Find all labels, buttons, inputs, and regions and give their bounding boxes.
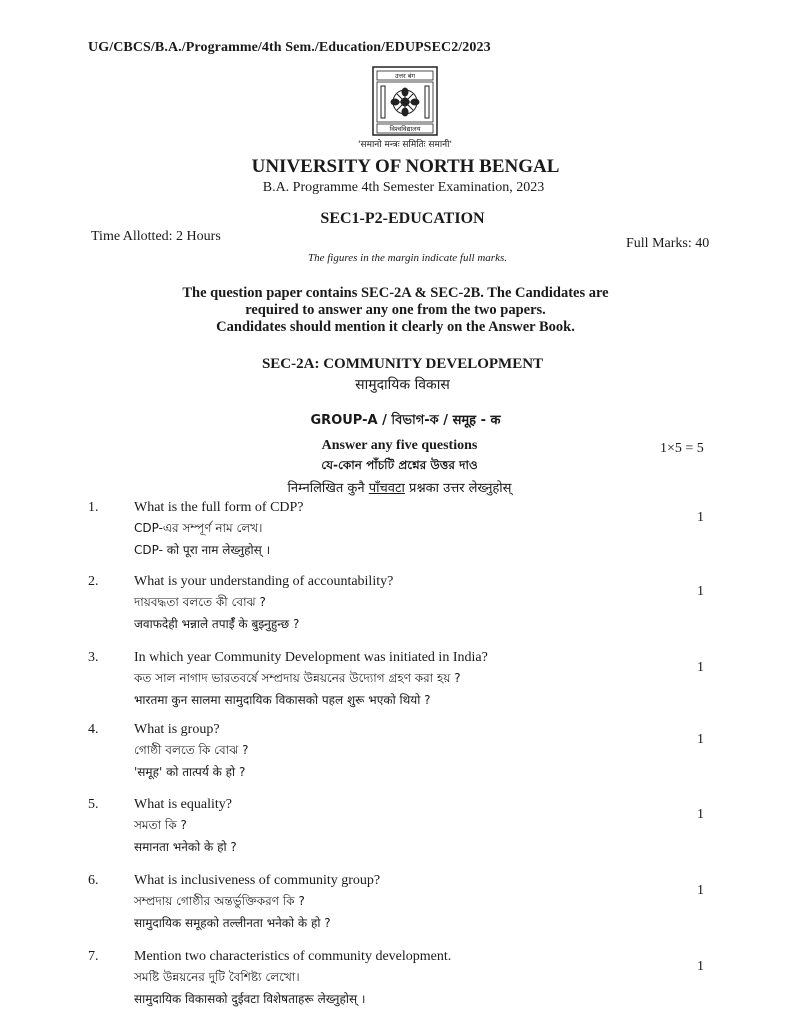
- question-text-en: What is inclusiveness of community group?: [134, 873, 381, 888]
- question-marks: 1: [697, 660, 704, 675]
- question-text-en: What is equality?: [134, 797, 232, 812]
- question-item: [0, 722, 791, 802]
- answer-ne-underlined: पाँचवटा: [368, 481, 405, 496]
- margin-note: The figures in the margin indicate full marks.: [307, 252, 507, 264]
- university-name: UNIVERSITY OF NORTH BENGAL: [251, 156, 560, 177]
- question-text-ne: समानता भनेको के हो ?: [134, 840, 237, 854]
- question-marks: 1: [697, 883, 704, 898]
- instruction-line-2: required to answer any one from the two papers.: [245, 302, 546, 318]
- instructions: [0, 285, 791, 336]
- question-number: 5.: [88, 797, 99, 812]
- question-text-ne: सामुदायिक विकासको दुईवटा विशेषताहरू लेख्नुहोस् ।: [134, 992, 366, 1006]
- question-text-ne: CDP- को पूरा नाम लेख्नुहोस् ।: [134, 543, 271, 557]
- exam-title: B.A. Programme 4th Semester Examination, 2023: [262, 180, 545, 195]
- question-text-bn: গোষ্ঠী বলতে কি বোঝ ?: [134, 743, 249, 757]
- question-marks: 1: [697, 510, 704, 525]
- section-title: SEC-2A: COMMUNITY DEVELOPMENT: [261, 356, 544, 372]
- university-logo: [372, 66, 438, 136]
- question-text-bn: সমষ্টি উন্নয়নের দুটি বৈশিষ্ট্য লেখো।: [134, 970, 300, 984]
- full-marks: Full Marks: 40: [626, 236, 710, 251]
- answer-instruction-ne: [0, 478, 791, 496]
- question-text-en: Mention two characteristics of community development.: [134, 949, 452, 964]
- group-heading: GROUP-A / বিভাগ-ক / समूह - क: [310, 413, 501, 428]
- time-allotted: Time Allotted: 2 Hours: [91, 229, 221, 244]
- question-text-en: What is group?: [134, 722, 220, 737]
- question-text-ne: सामुदायिक समूहको तल्लीनता भनेको के हो ?: [134, 916, 331, 930]
- university-motto: 'समानो मन्त्रः समितिः समानी': [358, 140, 452, 150]
- question-number: 2.: [88, 574, 99, 589]
- question-item: [0, 949, 791, 1029]
- question-item: [0, 873, 791, 953]
- logo-text-top: उत्तर बंग: [394, 72, 416, 80]
- question-text-ne: भारतमा कुन सालमा सामुदायिक विकासको पहल शुरू भएको थियो ?: [134, 693, 431, 707]
- question-text-en: In which year Community Development was initiated in India?: [134, 650, 488, 665]
- question-marks: 1: [697, 584, 704, 599]
- question-text-bn: কত সাল নাগাদ ভারতবর্ষে সম্প্রদায় উন্নয়নের উদ্যোগ গ্রহণ করা হয় ?: [134, 671, 461, 685]
- question-marks: 1: [697, 807, 704, 822]
- question-number: 7.: [88, 949, 99, 964]
- question-number: 4.: [88, 722, 99, 737]
- answer-instruction-bn: যে-কোন পাঁচটি প্রশ্নের উত্তর দাও: [321, 458, 478, 472]
- question-text-ne: 'समूह' को तात्पर्य के हो ?: [134, 765, 246, 779]
- paper-code: UG/CBCS/B.A./Programme/4th Sem./Education/EDUPSEC2/2023: [88, 40, 491, 55]
- question-item: [0, 797, 791, 877]
- question-text-en: What is the full form of CDP?: [134, 500, 304, 515]
- question-item: [0, 574, 791, 654]
- question-text-ne: जवाफदेही भन्नाले तपाईँ के बुझ्नुहुन्छ ?: [134, 617, 300, 631]
- group-total-marks: 1×5 = 5: [660, 441, 704, 456]
- question-item: [0, 500, 791, 580]
- answer-ne-pre: निम्नलिखित कुनै: [287, 481, 369, 496]
- question-text-en: What is your understanding of accountability?: [134, 574, 394, 589]
- question-number: 3.: [88, 650, 99, 665]
- paper-title: SEC1-P2-EDUCATION: [320, 210, 485, 227]
- question-marks: 1: [697, 732, 704, 747]
- instruction-line-1: The question paper contains SEC-2A & SEC-2B. The Candidates are: [182, 285, 609, 301]
- answer-ne-post: प्रश्नका उत्तर लेख्नुहोस्: [404, 481, 512, 496]
- question-text-bn: সম্প্রদায় গোষ্ঠীর অন্তর্ভুক্তিকরণ কি ?: [134, 894, 305, 908]
- answer-instruction-en: Answer any five questions: [321, 438, 478, 453]
- question-item: [0, 650, 791, 730]
- section-title-hindi: सामुदायिक विकास: [355, 377, 450, 393]
- question-text-bn: CDP-এর সম্পূর্ণ নাম লেখ।: [134, 521, 263, 535]
- logo-text-bottom: विश्वविद्यालय: [389, 125, 421, 133]
- instruction-line-3: Candidates should mention it clearly on the Answer Book.: [216, 319, 575, 335]
- question-text-bn: সমতা কি ?: [134, 818, 187, 832]
- question-text-bn: দায়বদ্ধতা বলতে কী বোঝ ?: [134, 595, 266, 609]
- question-number: 6.: [88, 873, 99, 888]
- question-marks: 1: [697, 959, 704, 974]
- question-number: 1.: [88, 500, 99, 515]
